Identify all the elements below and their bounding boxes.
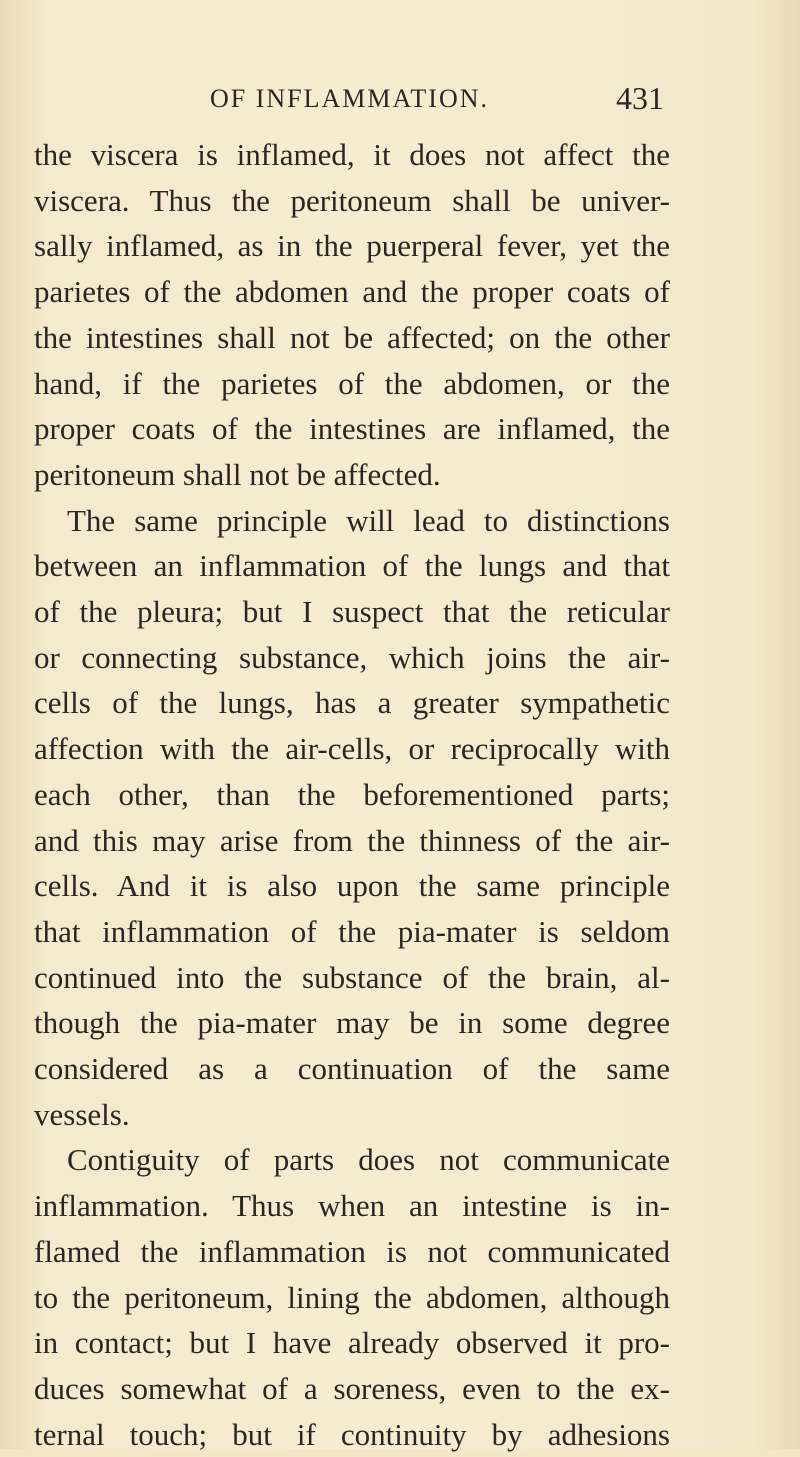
text-line: flamed the inflammation is not communicated [34,1233,670,1269]
text-line: parietes of the abdomen and the proper coats of [34,274,670,310]
text-line: cells. And it is also upon the same principle [34,868,670,904]
text-line: the intestines shall not be affected; on the other [34,319,670,355]
text-line: duces somewhat of a soreness, even to the ex- [34,1370,670,1406]
paragraph-first-line: Contiguity of parts does not communicate [67,1142,670,1178]
text-line: cells of the lungs, has a greater sympathetic [34,685,670,721]
running-head: OF INFLAMMATION. [210,84,490,113]
text-line: or connecting substance, which joins the air- [34,639,670,675]
page-header [0,80,800,124]
text-line: inflammation. Thus when an intestine is in- [34,1188,670,1224]
body-text [34,132,670,1457]
text-line: though the pia-mater may be in some degree [34,1005,670,1041]
text-line: and this may arise from the thinness of the air- [34,822,670,858]
text-line: proper coats of the intestines are inflamed, the [34,411,670,447]
text-line: sally inflamed, as in the puerperal fever, yet the [34,228,670,264]
page-number: 431 [616,80,664,116]
text-line: peritoneum shall not be affected. [34,456,441,492]
text-line: hand, if the parietes of the abdomen, or the [34,365,670,401]
text-line: continued into the substance of the brain, al- [34,959,670,995]
text-line: between an inflammation of the lungs and that [34,548,670,584]
text-line: considered as a continuation of the same [34,1051,670,1087]
text-line: the viscera is inflamed, it does not affect the [34,137,670,172]
text-line: affection with the air-cells, or reciprocally with [34,731,670,767]
text-line: vessels. [34,1096,130,1132]
text-line: in contact; but I have already observed it pro- [34,1325,670,1361]
text-line: to the peritoneum, lining the abdomen, although [34,1279,670,1315]
text-line: ternal touch; but if continuity by adhesions [34,1416,670,1452]
text-line: viscera. Thus the peritoneum shall be univer- [34,182,670,218]
paragraph-first-line: The same principle will lead to distinctions [67,502,670,538]
text-line: each other, than the beforementioned parts; [34,776,670,812]
text-line: of the pleura; but I suspect that the reticular [34,594,670,630]
text-line: that inflammation of the pia-mater is seldom [34,913,670,949]
